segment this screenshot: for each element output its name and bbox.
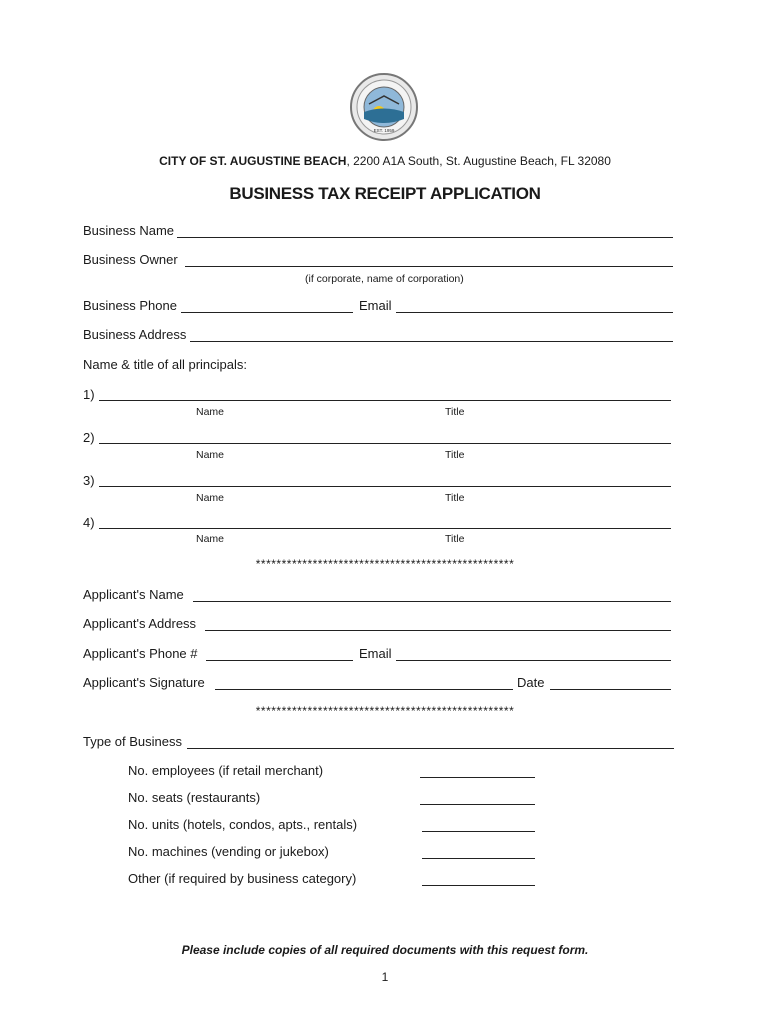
business-email-label: Email — [359, 298, 392, 313]
principal-name-caption: Name — [196, 492, 225, 504]
principal-title-caption: Title — [445, 406, 465, 418]
principal-title-caption: Title — [445, 449, 465, 461]
principal-number: 1) — [83, 387, 95, 402]
date-label: Date — [517, 675, 545, 690]
units-label: No. units (hotels, condos, apts., rentals) — [128, 817, 358, 832]
applicant-email-field[interactable] — [396, 660, 671, 661]
business-owner-label: Business Owner — [83, 252, 178, 267]
principal-number: 3) — [83, 473, 95, 488]
seal-est: EST. 1959 — [373, 128, 395, 133]
business-type-label: Type of Business — [83, 734, 182, 749]
business-name-label: Business Name — [83, 223, 175, 238]
principal-name-caption: Name — [196, 449, 225, 461]
units-field[interactable] — [422, 831, 535, 832]
city-header — [0, 154, 770, 168]
applicant-address-label: Applicant's Address — [83, 616, 197, 631]
other-label: Other (if required by business category) — [128, 871, 357, 886]
principal-3-field[interactable] — [99, 486, 671, 487]
other-field[interactable] — [422, 885, 535, 886]
footer-note: Please include copies of all required documents with this request form. — [181, 943, 589, 957]
form-title: BUSINESS TAX RECEIPT APPLICATION — [229, 184, 541, 203]
machines-label: No. machines (vending or jukebox) — [128, 844, 329, 859]
separator: ************************************************** — [255, 557, 515, 571]
business-phone-field[interactable] — [181, 312, 353, 313]
principal-4-field[interactable] — [99, 528, 671, 529]
city-seal — [349, 72, 419, 142]
applicant-address-field[interactable] — [205, 630, 671, 631]
principal-number: 4) — [83, 515, 95, 530]
principal-name-caption: Name — [196, 406, 225, 418]
applicant-phone-field[interactable] — [206, 660, 353, 661]
seats-field[interactable] — [420, 804, 535, 805]
principal-1-field[interactable] — [99, 400, 671, 401]
seats-label: No. seats (restaurants) — [128, 790, 261, 805]
machines-field[interactable] — [422, 858, 535, 859]
applicant-name-label: Applicant's Name — [83, 587, 184, 602]
principal-title-caption: Title — [445, 533, 465, 545]
business-address-field[interactable] — [190, 341, 673, 342]
city-address: , 2200 A1A South, St. Augustine Beach, FL 32080 — [346, 154, 611, 168]
page-number: 1 — [381, 970, 389, 984]
business-email-field[interactable] — [396, 312, 673, 313]
principal-2-field[interactable] — [99, 443, 671, 444]
date-field[interactable] — [550, 689, 671, 690]
principal-title-caption: Title — [445, 492, 465, 504]
separator: ************************************************** — [255, 704, 515, 718]
seal-icon — [349, 72, 419, 142]
business-type-field[interactable] — [187, 748, 674, 749]
applicant-name-field[interactable] — [193, 601, 671, 602]
applicant-phone-label: Applicant's Phone # — [83, 646, 198, 661]
employees-label: No. employees (if retail merchant) — [128, 763, 324, 778]
business-address-label: Business Address — [83, 327, 187, 342]
applicant-email-label: Email — [359, 646, 392, 661]
principals-label: Name & title of all principals: — [83, 357, 248, 372]
applicant-signature-field[interactable] — [215, 689, 513, 690]
principal-name-caption: Name — [196, 533, 225, 545]
applicant-signature-label: Applicant's Signature — [83, 675, 205, 690]
owner-note: (if corporate, name of corporation) — [305, 273, 464, 285]
principal-number: 2) — [83, 430, 95, 445]
employees-field[interactable] — [420, 777, 535, 778]
business-name-field[interactable] — [177, 237, 673, 238]
business-phone-label: Business Phone — [83, 298, 177, 313]
business-owner-field[interactable] — [185, 266, 673, 267]
city-name: CITY OF ST. AUGUSTINE BEACH — [159, 154, 347, 168]
